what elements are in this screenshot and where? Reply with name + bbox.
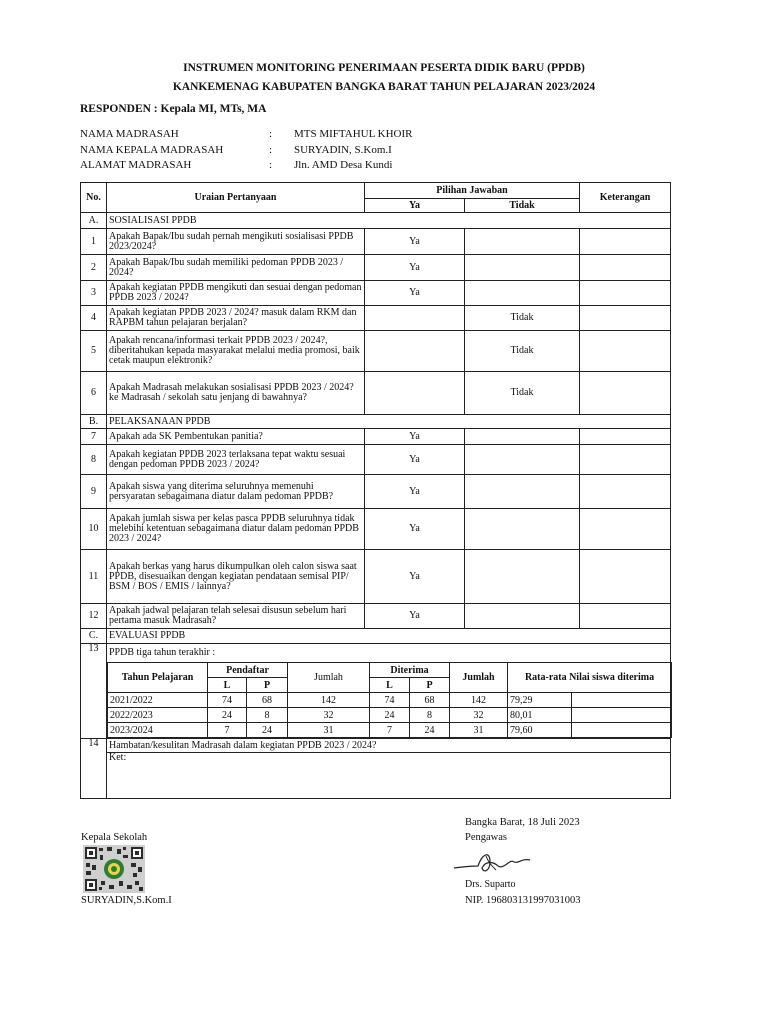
answer-tidak bbox=[465, 509, 580, 550]
question-text: Apakah jadwal pelajaran telah selesai disusun sebelum hari pertama masuk Madrasah? bbox=[107, 604, 365, 629]
keterangan-cell bbox=[580, 331, 671, 372]
stats-cell-rata: 79,60 bbox=[508, 723, 572, 738]
question-row bbox=[81, 429, 671, 445]
info-colon: : bbox=[269, 128, 273, 140]
question-row bbox=[81, 550, 671, 604]
header-uraian: Uraian Pertanyaan bbox=[107, 183, 365, 213]
question-number: 14 bbox=[81, 739, 107, 799]
question-text: Apakah Madrasah melakukan sosialisasi PPDB 2023 / 2024? ke Madrasah / sekolah satu jenjang di bawahnya? bbox=[107, 372, 365, 415]
answer-ya: Ya bbox=[365, 550, 465, 604]
q13-intro: PPDB tiga tahun terakhir : bbox=[109, 647, 216, 658]
keterangan-cell bbox=[580, 475, 671, 509]
question-number: 4 bbox=[81, 306, 107, 331]
question-text: Apakah ada SK Pembentukan panitia? bbox=[107, 429, 365, 445]
question-row bbox=[81, 509, 671, 550]
stats-cell-pl: 7 bbox=[208, 723, 247, 738]
stats-cell-tahun: 2021/2022 bbox=[108, 693, 208, 708]
keterangan-cell bbox=[580, 550, 671, 604]
question-text: Apakah Bapak/Ibu sudah pernah mengikuti sosialisasi PPDB 2023/2024? bbox=[107, 229, 365, 255]
info-value: Jln. AMD Desa Kundi bbox=[294, 159, 393, 171]
answer-tidak bbox=[465, 429, 580, 445]
qr-code-icon bbox=[83, 845, 145, 893]
question-number: 10 bbox=[81, 509, 107, 550]
document-title: INSTRUMEN MONITORING PENERIMAAN PESERTA DIDIK BARU (PPDB) bbox=[183, 62, 585, 74]
question-row bbox=[81, 229, 671, 255]
question-number: 7 bbox=[81, 429, 107, 445]
stats-header-l: L bbox=[370, 678, 410, 693]
stats-cell-pp: 8 bbox=[247, 708, 288, 723]
stats-header-p: P bbox=[247, 678, 288, 693]
question-number: 11 bbox=[81, 550, 107, 604]
answer-ya: Ya bbox=[365, 255, 465, 281]
question-number: 1 bbox=[81, 229, 107, 255]
question-text: Apakah rencana/informasi terkait PPDB 2023 / 2024?, diberitahukan kepada masyarakat melalui media promosi, baik cetak maupun elektronik? bbox=[107, 331, 365, 372]
answer-ya bbox=[365, 306, 465, 331]
info-colon: : bbox=[269, 144, 273, 156]
question-number: 2 bbox=[81, 255, 107, 281]
stats-header-l: L bbox=[208, 678, 247, 693]
keterangan-cell bbox=[580, 509, 671, 550]
keterangan-cell bbox=[580, 445, 671, 475]
keterangan-cell bbox=[580, 306, 671, 331]
answer-ya: Ya bbox=[365, 475, 465, 509]
question-row bbox=[81, 255, 671, 281]
ppdb-stats-table bbox=[107, 662, 672, 738]
stats-cell-tahun: 2023/2024 bbox=[108, 723, 208, 738]
answer-tidak: Tidak bbox=[465, 331, 580, 372]
question-number: 9 bbox=[81, 475, 107, 509]
document-subtitle: KANKEMENAG KABUPATEN BANGKA BARAT TAHUN PELAJARAN 2023/2024 bbox=[172, 81, 596, 93]
answer-ya: Ya bbox=[365, 445, 465, 475]
stats-cell-dl: 74 bbox=[370, 693, 410, 708]
stats-cell-dl: 7 bbox=[370, 723, 410, 738]
answer-ya: Ya bbox=[365, 429, 465, 445]
question-text: Apakah kegiatan PPDB 2023 / 2024? masuk dalam RKM dan RAPBM tahun pelajaran berjalan? bbox=[107, 306, 365, 331]
questionnaire-table bbox=[80, 182, 671, 799]
stats-cell-empty bbox=[572, 708, 672, 723]
stats-cell-pp: 68 bbox=[247, 693, 288, 708]
answer-tidak bbox=[465, 255, 580, 281]
question-number: 12 bbox=[81, 604, 107, 629]
question-text: Apakah Bapak/Ibu sudah memiliki pedoman PPDB 2023 / 2024? bbox=[107, 255, 365, 281]
question-text: Apakah berkas yang harus dikumpulkan oleh calon siswa saat PPDB, disesuaikan dengan kegiatan pendataan semisal PIP/ BSM / BOS / EMIS / lainnya? bbox=[107, 550, 365, 604]
answer-tidak: Tidak bbox=[465, 306, 580, 331]
section-number: B. bbox=[81, 415, 107, 429]
question-number: 8 bbox=[81, 445, 107, 475]
info-value: MTS MIFTAHUL KHOIR bbox=[294, 128, 413, 140]
stats-cell-rata: 79,29 bbox=[508, 693, 572, 708]
stats-header-pendaftar: Pendaftar bbox=[208, 663, 288, 678]
section-number: A. bbox=[81, 213, 107, 229]
keterangan-cell bbox=[580, 229, 671, 255]
section-title: SOSIALISASI PPDB bbox=[107, 213, 671, 229]
stats-cell-rata: 80,01 bbox=[508, 708, 572, 723]
header-tidak: Tidak bbox=[465, 199, 580, 213]
answer-tidak bbox=[465, 550, 580, 604]
place-date: Bangka Barat, 18 Juli 2023 bbox=[465, 817, 580, 828]
header-pilihan: Pilihan Jawaban bbox=[365, 183, 580, 199]
section-title: PELAKSANAAN PPDB bbox=[107, 415, 671, 429]
question-number: 6 bbox=[81, 372, 107, 415]
question-text: Apakah jumlah siswa per kelas pasca PPDB seluruhnya tidak melebihi ketentuan sebagaimana diatur dalam pedoman PPDB 2023 / 2024? bbox=[107, 509, 365, 550]
answer-ya bbox=[365, 372, 465, 415]
stats-cell-empty bbox=[572, 693, 672, 708]
stats-cell-dp: 68 bbox=[410, 693, 450, 708]
question-text: Apakah siswa yang diterima seluruhnya memenuhi persyaratan sebagaimana diatur dalam pedoman PPDB? bbox=[107, 475, 365, 509]
respondent-line: RESPONDEN : Kepala MI, MTs, MA bbox=[80, 103, 267, 115]
info-label: NAMA KEPALA MADRASAH bbox=[80, 144, 224, 156]
answer-tidak bbox=[465, 445, 580, 475]
stats-header-tahun: Tahun Pelajaran bbox=[108, 663, 208, 693]
stats-row bbox=[108, 693, 672, 708]
answer-ya bbox=[365, 331, 465, 372]
right-signatory-role: Pengawas bbox=[465, 832, 507, 843]
right-signatory-name: Drs. Suparto bbox=[465, 879, 516, 890]
question-row bbox=[81, 372, 671, 415]
stats-cell-dj: 32 bbox=[450, 708, 508, 723]
question-number: 3 bbox=[81, 281, 107, 306]
stats-row bbox=[108, 723, 672, 738]
info-colon: : bbox=[269, 159, 273, 171]
left-signatory-name: SURYADIN,S.Kom.I bbox=[81, 895, 172, 906]
q14-question: Hambatan/kesulitan Madrasah dalam kegiatan PPDB 2023 / 2024? bbox=[107, 739, 671, 753]
stats-header-jumlah: Jumlah bbox=[450, 663, 508, 693]
stats-header-rata: Rata-rata Nilai siswa diterima bbox=[508, 663, 672, 693]
question-row bbox=[81, 281, 671, 306]
answer-ya: Ya bbox=[365, 604, 465, 629]
keterangan-cell bbox=[580, 255, 671, 281]
answer-ya: Ya bbox=[365, 509, 465, 550]
answer-ya: Ya bbox=[365, 229, 465, 255]
answer-tidak bbox=[465, 229, 580, 255]
stats-cell-pl: 74 bbox=[208, 693, 247, 708]
question-number: 5 bbox=[81, 331, 107, 372]
keterangan-cell bbox=[580, 604, 671, 629]
left-signatory-role: Kepala Sekolah bbox=[81, 832, 148, 843]
q14-ket: Ket: bbox=[107, 753, 671, 799]
question-row bbox=[81, 331, 671, 372]
signature-icon bbox=[452, 848, 532, 878]
answer-ya: Ya bbox=[365, 281, 465, 306]
answer-tidak bbox=[465, 281, 580, 306]
stats-header-jumlah: Jumlah bbox=[288, 663, 370, 693]
info-value: SURYADIN, S.Kom.I bbox=[294, 144, 392, 156]
answer-tidak bbox=[465, 475, 580, 509]
section-number: C. bbox=[81, 629, 107, 644]
stats-cell-dp: 8 bbox=[410, 708, 450, 723]
keterangan-cell bbox=[580, 429, 671, 445]
stats-cell-tahun: 2022/2023 bbox=[108, 708, 208, 723]
stats-cell-pp: 24 bbox=[247, 723, 288, 738]
header-ya: Ya bbox=[365, 199, 465, 213]
q13-cell bbox=[107, 644, 671, 739]
right-signatory-nip: NIP. 196803131997031003 bbox=[465, 895, 581, 906]
stats-cell-dp: 24 bbox=[410, 723, 450, 738]
answer-tidak bbox=[465, 604, 580, 629]
stats-cell-pl: 24 bbox=[208, 708, 247, 723]
stats-cell-dl: 24 bbox=[370, 708, 410, 723]
stats-header-p: P bbox=[410, 678, 450, 693]
question-row bbox=[81, 306, 671, 331]
info-label: NAMA MADRASAH bbox=[80, 128, 179, 140]
header-no: No. bbox=[81, 183, 107, 213]
stats-cell-dj: 31 bbox=[450, 723, 508, 738]
question-number: 13 bbox=[81, 644, 107, 739]
header-keterangan: Keterangan bbox=[580, 183, 671, 213]
question-text: Apakah kegiatan PPDB mengikuti dan sesuai dengan pedoman PPDB 2023 / 2024? bbox=[107, 281, 365, 306]
keterangan-cell bbox=[580, 372, 671, 415]
question-row bbox=[81, 604, 671, 629]
keterangan-cell bbox=[580, 281, 671, 306]
question-row bbox=[81, 445, 671, 475]
stats-cell-empty bbox=[572, 723, 672, 738]
stats-cell-pj: 32 bbox=[288, 708, 370, 723]
answer-tidak: Tidak bbox=[465, 372, 580, 415]
stats-cell-pj: 142 bbox=[288, 693, 370, 708]
question-text: Apakah kegiatan PPDB 2023 terlaksana tepat waktu sesuai dengan pedoman PPDB 2023 / 2024? bbox=[107, 445, 365, 475]
stats-header-diterima: Diterima bbox=[370, 663, 450, 678]
stats-row bbox=[108, 708, 672, 723]
stats-cell-dj: 142 bbox=[450, 693, 508, 708]
section-title: EVALUASI PPDB bbox=[107, 629, 671, 644]
info-label: ALAMAT MADRASAH bbox=[80, 159, 192, 171]
question-row bbox=[81, 475, 671, 509]
stats-cell-pj: 31 bbox=[288, 723, 370, 738]
